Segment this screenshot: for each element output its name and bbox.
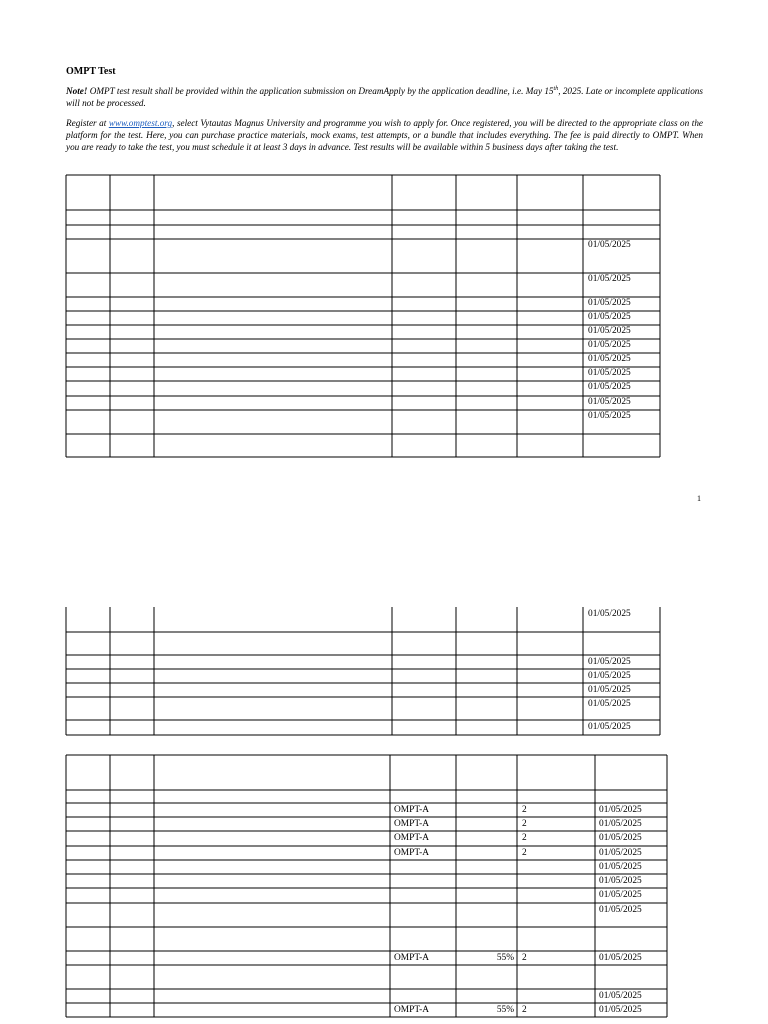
date-cell: 01/05/2025: [599, 1005, 642, 1015]
date-cell: 01/05/2025: [588, 312, 631, 322]
page-number: 1: [697, 494, 701, 503]
date-cell: 01/05/2025: [599, 819, 642, 829]
date-cell: 01/05/2025: [588, 411, 631, 421]
date-cell: 01/05/2025: [599, 905, 642, 915]
date-cell: 01/05/2025: [588, 340, 631, 350]
date-cell: 01/05/2025: [588, 397, 631, 407]
register-text-rest: , select Vytautas Magnus University and programme you wish to apply for. Once registered, you will be directed to the appropriate class on the platform for the test. Here, you can purchase practice materials, mock exams, test attempts, or a bundle that includes everything. The fee is paid directly to OMPT. When you are ready to take the test, you must schedule it at least 3 days in advance. Test results will be available within 5 business days after taking the test.: [66, 118, 703, 152]
date-cell: 01/05/2025: [588, 722, 631, 732]
date-cell: 01/05/2025: [588, 685, 631, 695]
date-cell: 01/05/2025: [588, 326, 631, 336]
date-cell: 01/05/2025: [588, 609, 631, 619]
date-cell: 01/05/2025: [599, 862, 642, 872]
note-label: Note!: [66, 86, 88, 96]
level-cell: 2: [522, 1005, 527, 1015]
level-cell: 2: [522, 953, 527, 963]
date-cell: 01/05/2025: [588, 671, 631, 681]
test-name-cell: OMPT-A: [394, 805, 430, 815]
level-cell: 2: [522, 833, 527, 843]
note-text-end: , 2025. Late or incomplete applications will not be processed.: [66, 86, 703, 108]
date-cell: 01/05/2025: [599, 890, 642, 900]
omptest-link[interactable]: www.omptest.org: [108, 118, 173, 128]
level-cell: 2: [522, 805, 527, 815]
note-superscript: th: [553, 85, 559, 92]
date-cell: 01/05/2025: [599, 833, 642, 843]
date-cell: 01/05/2025: [588, 240, 631, 250]
level-cell: 2: [522, 848, 527, 858]
section-heading: OMPT Test: [66, 66, 116, 77]
date-cell: 01/05/2025: [588, 657, 631, 667]
test-name-cell: OMPT-A: [394, 1005, 430, 1015]
date-cell: 01/05/2025: [588, 274, 631, 284]
test-name-cell: OMPT-A: [394, 848, 430, 858]
register-text: Register at: [66, 118, 109, 128]
date-cell: 01/05/2025: [588, 699, 631, 709]
score-cell: 55%: [496, 953, 514, 963]
date-cell: 01/05/2025: [599, 991, 642, 1001]
level-cell: 2: [522, 819, 527, 829]
score-cell: 55%: [496, 1005, 514, 1015]
date-cell: 01/05/2025: [599, 953, 642, 963]
date-cell: 01/05/2025: [588, 382, 631, 392]
test-name-cell: OMPT-A: [394, 819, 430, 829]
test-name-cell: OMPT-A: [394, 953, 430, 963]
date-cell: 01/05/2025: [588, 354, 631, 364]
test-name-cell: OMPT-A: [394, 833, 430, 843]
date-cell: 01/05/2025: [588, 298, 631, 308]
date-cell: 01/05/2025: [599, 805, 642, 815]
date-cell: 01/05/2025: [599, 848, 642, 858]
date-cell: 01/05/2025: [588, 368, 631, 378]
date-cell: 01/05/2025: [599, 876, 642, 886]
note-text: OMPT test result shall be provided within the application submission on DreamApply by the application deadline, i.e. May 15: [87, 86, 554, 96]
